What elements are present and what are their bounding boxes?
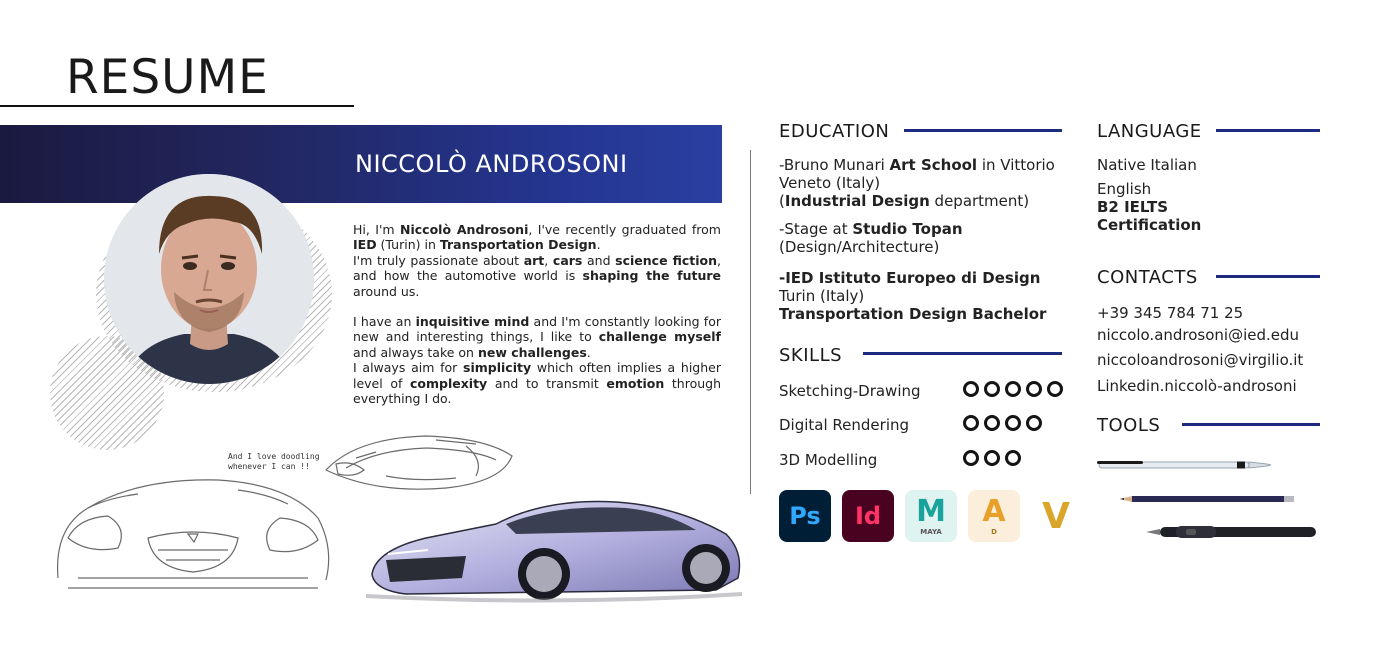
contact-email-ied: niccolo.androsoni@ied.edu: [1097, 326, 1300, 344]
rating-dot: [963, 450, 979, 466]
education-item: -IED Istituto Europeo di Design Turin (Italy) Transportation Design Bachelor: [779, 269, 1047, 323]
education-item: -Stage at Studio Topan (Design/Architecture): [779, 220, 963, 256]
maya-icon: M MAYA: [905, 490, 957, 542]
photoshop-icon: Ps: [779, 490, 831, 542]
contacts-heading-rule: [1216, 275, 1320, 278]
profile-photo: [104, 174, 314, 384]
bio-paragraph-2: I have an inquisitive mind and I'm constantly looking for new and interesting things, I like to challenge myself and always take on new challenges. I always aim for simplicity which often implies a higher level of complexity and to transmit emotion through everything I do.: [353, 314, 721, 407]
stylus-pen-icon: [1146, 523, 1318, 541]
contact-linkedin: Linkedin.niccolò-androsoni: [1097, 377, 1297, 395]
pencil-sketch-car-front: [48, 468, 338, 598]
rating-dot: [984, 381, 1000, 397]
tools-heading: TOOLS: [1097, 415, 1161, 436]
language-second: English: [1097, 180, 1152, 198]
digital-car-render: [366, 494, 746, 604]
education-heading-rule: [904, 129, 1062, 132]
vred-icon: V: [1030, 490, 1082, 542]
rating-dot: [1005, 450, 1021, 466]
profile-name: NICCOLÒ ANDROSONI: [355, 150, 628, 178]
rating-dot: [1047, 381, 1063, 397]
rating-dot: [1005, 415, 1021, 431]
contact-email-virgilio: niccoloandrosoni@virgilio.it: [1097, 351, 1304, 369]
skill-label: 3D Modelling: [779, 451, 878, 469]
skill-rating: [963, 415, 1042, 431]
rating-dot: [984, 415, 1000, 431]
contact-phone: +39 345 784 71 25: [1097, 304, 1244, 322]
ballpoint-pen-icon: [1097, 458, 1273, 472]
autocad-icon: A D: [968, 490, 1020, 542]
skills-heading: SKILLS: [779, 345, 843, 366]
title-underline: [0, 105, 354, 107]
contacts-heading: CONTACTS: [1097, 267, 1198, 288]
pencil-sketch-car-top: [316, 430, 522, 500]
page-title: RESUME: [66, 50, 269, 105]
indesign-icon: Id: [842, 490, 894, 542]
skill-label: Digital Rendering: [779, 416, 910, 434]
skill-label: Sketching-Drawing: [779, 382, 921, 400]
language-level: B2 IELTS: [1097, 198, 1169, 216]
tools-heading-rule: [1182, 423, 1320, 426]
skill-rating: [963, 450, 1021, 466]
rating-dot: [963, 415, 979, 431]
pencil-icon: [1120, 494, 1300, 504]
rating-dot: [1005, 381, 1021, 397]
rating-dot: [1026, 415, 1042, 431]
language-certification: Certification: [1097, 216, 1202, 234]
bio-paragraph-1: Hi, I'm Niccolò Androsoni, I've recently graduated from IED (Turin) in Transportation Design. I'm truly passionate about art, cars and science fiction, and how the automotive world is shaping the future around us.: [353, 222, 721, 299]
skill-rating: [963, 381, 1063, 397]
rating-dot: [963, 381, 979, 397]
language-heading: LANGUAGE: [1097, 121, 1202, 142]
language-native: Native Italian: [1097, 156, 1197, 174]
skills-heading-rule: [863, 352, 1062, 355]
column-divider: [750, 150, 751, 494]
rating-dot: [984, 450, 1000, 466]
bio-text: [353, 222, 721, 421]
education-heading: EDUCATION: [779, 121, 890, 142]
education-item: -Bruno Munari Art School in Vittorio Veneto (Italy) (Industrial Design department): [779, 156, 1055, 210]
rating-dot: [1026, 381, 1042, 397]
doodle-note: And I love doodling whenever I can !!: [228, 452, 320, 471]
language-heading-rule: [1216, 129, 1320, 132]
